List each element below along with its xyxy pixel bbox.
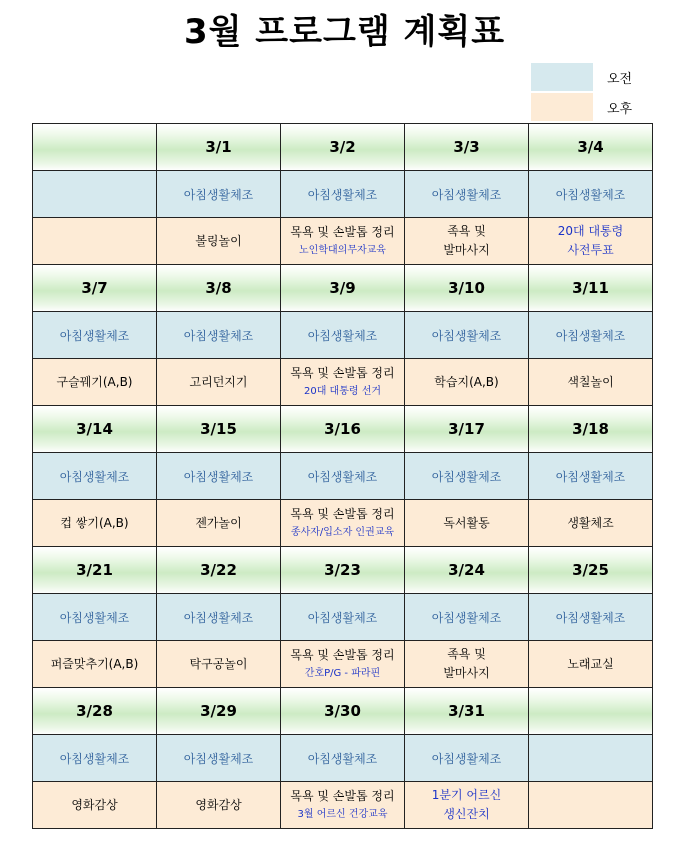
activity-title: 컵 쌓기(A,B) bbox=[60, 515, 129, 530]
morning-activity-cell: 아침생활체조 bbox=[281, 312, 405, 359]
activity-note: 20대 대통령 선거 bbox=[303, 386, 382, 397]
morning-activity-cell bbox=[529, 735, 653, 782]
afternoon-activity-cell bbox=[405, 500, 529, 547]
morning-activity-cell: 아침생활체조 bbox=[33, 735, 157, 782]
legend-row-pm bbox=[531, 92, 632, 122]
date-cell: 3/9 bbox=[281, 265, 405, 312]
morning-activity-cell: 아침생활체조 bbox=[529, 594, 653, 641]
date-cell: 3/29 bbox=[157, 688, 281, 735]
afternoon-row bbox=[33, 218, 653, 265]
afternoon-activity-cell bbox=[281, 500, 405, 547]
activity-title: 색칠놀이 bbox=[567, 374, 614, 389]
morning-activity-cell: 아침생활체조 bbox=[405, 735, 529, 782]
legend-swatch-am bbox=[531, 63, 593, 91]
morning-activity-cell: 아침생활체조 bbox=[33, 453, 157, 500]
date-cell: 3/3 bbox=[405, 124, 529, 171]
morning-activity-cell: 아침생활체조 bbox=[157, 171, 281, 218]
morning-activity-cell: 아침생활체조 bbox=[405, 312, 529, 359]
week-date-row bbox=[33, 688, 653, 735]
date-cell: 3/22 bbox=[157, 547, 281, 594]
afternoon-activity-cell bbox=[529, 359, 653, 406]
week-date-row bbox=[33, 265, 653, 312]
morning-activity-cell: 아침생활체조 bbox=[281, 594, 405, 641]
date-cell: 3/25 bbox=[529, 547, 653, 594]
morning-activity-cell: 아침생활체조 bbox=[33, 312, 157, 359]
afternoon-activity-cell bbox=[281, 218, 405, 265]
morning-activity-cell: 아침생활체조 bbox=[405, 171, 529, 218]
activity-title: 영화감상 bbox=[71, 797, 118, 812]
activity-title: 고리던지기 bbox=[189, 374, 248, 389]
afternoon-row bbox=[33, 500, 653, 547]
afternoon-activity-cell bbox=[33, 500, 157, 547]
activity-title: 영화감상 bbox=[195, 797, 242, 812]
afternoon-row bbox=[33, 359, 653, 406]
page-title: 3월 프로그램 계획표 bbox=[183, 12, 506, 52]
activity-title-line2: 사전투표 bbox=[567, 243, 614, 257]
activity-title: 목욕 및 손발톱 정리 bbox=[290, 225, 395, 239]
activity-title: 학습지(A,B) bbox=[434, 374, 499, 389]
morning-activity-cell: 아침생활체조 bbox=[529, 453, 653, 500]
afternoon-activity-cell bbox=[157, 500, 281, 547]
morning-activity-cell: 아침생활체조 bbox=[529, 312, 653, 359]
activity-title: 구슬꿰기(A,B) bbox=[56, 374, 133, 389]
date-cell: 3/18 bbox=[529, 406, 653, 453]
activity-title: 20대 대통령 bbox=[557, 224, 624, 238]
legend-label-pm: 오후 bbox=[607, 101, 633, 117]
morning-activity-cell: 아침생활체조 bbox=[281, 453, 405, 500]
activity-title-line2: 생신잔치 bbox=[443, 807, 490, 821]
legend-row-am bbox=[531, 62, 632, 92]
morning-activity-cell: 아침생활체조 bbox=[33, 594, 157, 641]
date-cell: 3/14 bbox=[33, 406, 157, 453]
afternoon-activity-cell bbox=[529, 500, 653, 547]
afternoon-activity-cell bbox=[33, 782, 157, 829]
activity-title: 생활체조 bbox=[567, 515, 614, 530]
afternoon-activity-cell bbox=[405, 641, 529, 688]
date-cell: 3/4 bbox=[529, 124, 653, 171]
date-cell: 3/7 bbox=[33, 265, 157, 312]
date-cell: 3/1 bbox=[157, 124, 281, 171]
date-cell: 3/21 bbox=[33, 547, 157, 594]
afternoon-activity-cell bbox=[529, 782, 653, 829]
date-cell: 3/2 bbox=[281, 124, 405, 171]
afternoon-activity-cell bbox=[281, 782, 405, 829]
date-cell: 3/28 bbox=[33, 688, 157, 735]
afternoon-activity-cell bbox=[281, 641, 405, 688]
afternoon-activity-cell bbox=[405, 782, 529, 829]
legend-swatch-pm bbox=[531, 93, 593, 121]
afternoon-activity-cell bbox=[157, 641, 281, 688]
afternoon-activity-cell bbox=[33, 218, 157, 265]
activity-title: 탁구공놀이 bbox=[189, 656, 248, 671]
afternoon-activity-cell bbox=[405, 359, 529, 406]
morning-activity-cell: 아침생활체조 bbox=[157, 312, 281, 359]
activity-title: 퍼즐맞추기(A,B) bbox=[50, 656, 139, 671]
afternoon-row bbox=[33, 782, 653, 829]
morning-activity-cell: 아침생활체조 bbox=[157, 594, 281, 641]
morning-row bbox=[33, 594, 653, 641]
legend bbox=[531, 62, 632, 122]
morning-activity-cell bbox=[33, 171, 157, 218]
week-date-row bbox=[33, 124, 653, 171]
week-date-row bbox=[33, 547, 653, 594]
afternoon-activity-cell bbox=[529, 641, 653, 688]
date-cell bbox=[529, 688, 653, 735]
date-cell: 3/10 bbox=[405, 265, 529, 312]
morning-activity-cell: 아침생활체조 bbox=[157, 453, 281, 500]
week-date-row bbox=[33, 406, 653, 453]
date-cell: 3/16 bbox=[281, 406, 405, 453]
activity-note: 노인학대의무자교육 bbox=[299, 245, 386, 256]
date-cell: 3/8 bbox=[157, 265, 281, 312]
calendar-body bbox=[33, 124, 653, 829]
activity-title: 1분기 어르신 bbox=[431, 788, 502, 802]
activity-title: 족욕 및 bbox=[447, 224, 486, 238]
activity-title: 볼링놀이 bbox=[195, 233, 242, 248]
morning-activity-cell: 아침생활체조 bbox=[157, 735, 281, 782]
activity-title: 목욕 및 손발톱 정리 bbox=[290, 648, 395, 662]
afternoon-activity-cell bbox=[529, 218, 653, 265]
afternoon-activity-cell bbox=[157, 218, 281, 265]
morning-activity-cell: 아침생활체조 bbox=[281, 735, 405, 782]
activity-title: 목욕 및 손발톱 정리 bbox=[290, 507, 395, 521]
date-cell bbox=[33, 124, 157, 171]
activity-note: 종사자/입소자 인권교육 bbox=[290, 527, 395, 538]
activity-title: 젠가놀이 bbox=[195, 515, 242, 530]
date-cell: 3/11 bbox=[529, 265, 653, 312]
date-cell: 3/23 bbox=[281, 547, 405, 594]
activity-note: 3월 어르신 건강교육 bbox=[297, 809, 388, 820]
program-calendar bbox=[32, 123, 653, 829]
activity-title-line2: 발마사지 bbox=[443, 243, 490, 257]
morning-row bbox=[33, 453, 653, 500]
morning-row bbox=[33, 735, 653, 782]
date-cell: 3/17 bbox=[405, 406, 529, 453]
afternoon-activity-cell bbox=[33, 359, 157, 406]
date-cell: 3/15 bbox=[157, 406, 281, 453]
afternoon-activity-cell bbox=[281, 359, 405, 406]
activity-title: 목욕 및 손발톱 정리 bbox=[290, 366, 395, 380]
afternoon-activity-cell bbox=[157, 782, 281, 829]
date-cell: 3/24 bbox=[405, 547, 529, 594]
activity-title: 독서활동 bbox=[443, 515, 490, 530]
activity-title: 목욕 및 손발톱 정리 bbox=[290, 789, 395, 803]
afternoon-activity-cell bbox=[33, 641, 157, 688]
date-cell: 3/31 bbox=[405, 688, 529, 735]
activity-title: 노래교실 bbox=[567, 656, 614, 671]
legend-label-am: 오전 bbox=[607, 71, 633, 87]
activity-note: 간호P/G - 파라핀 bbox=[304, 668, 381, 679]
morning-row bbox=[33, 171, 653, 218]
morning-row bbox=[33, 312, 653, 359]
morning-activity-cell: 아침생활체조 bbox=[405, 453, 529, 500]
afternoon-row bbox=[33, 641, 653, 688]
date-cell: 3/30 bbox=[281, 688, 405, 735]
afternoon-activity-cell bbox=[405, 218, 529, 265]
afternoon-activity-cell bbox=[157, 359, 281, 406]
morning-activity-cell: 아침생활체조 bbox=[405, 594, 529, 641]
activity-title: 족욕 및 bbox=[447, 647, 486, 661]
morning-activity-cell: 아침생활체조 bbox=[281, 171, 405, 218]
morning-activity-cell: 아침생활체조 bbox=[529, 171, 653, 218]
activity-title-line2: 발마사지 bbox=[443, 666, 490, 680]
